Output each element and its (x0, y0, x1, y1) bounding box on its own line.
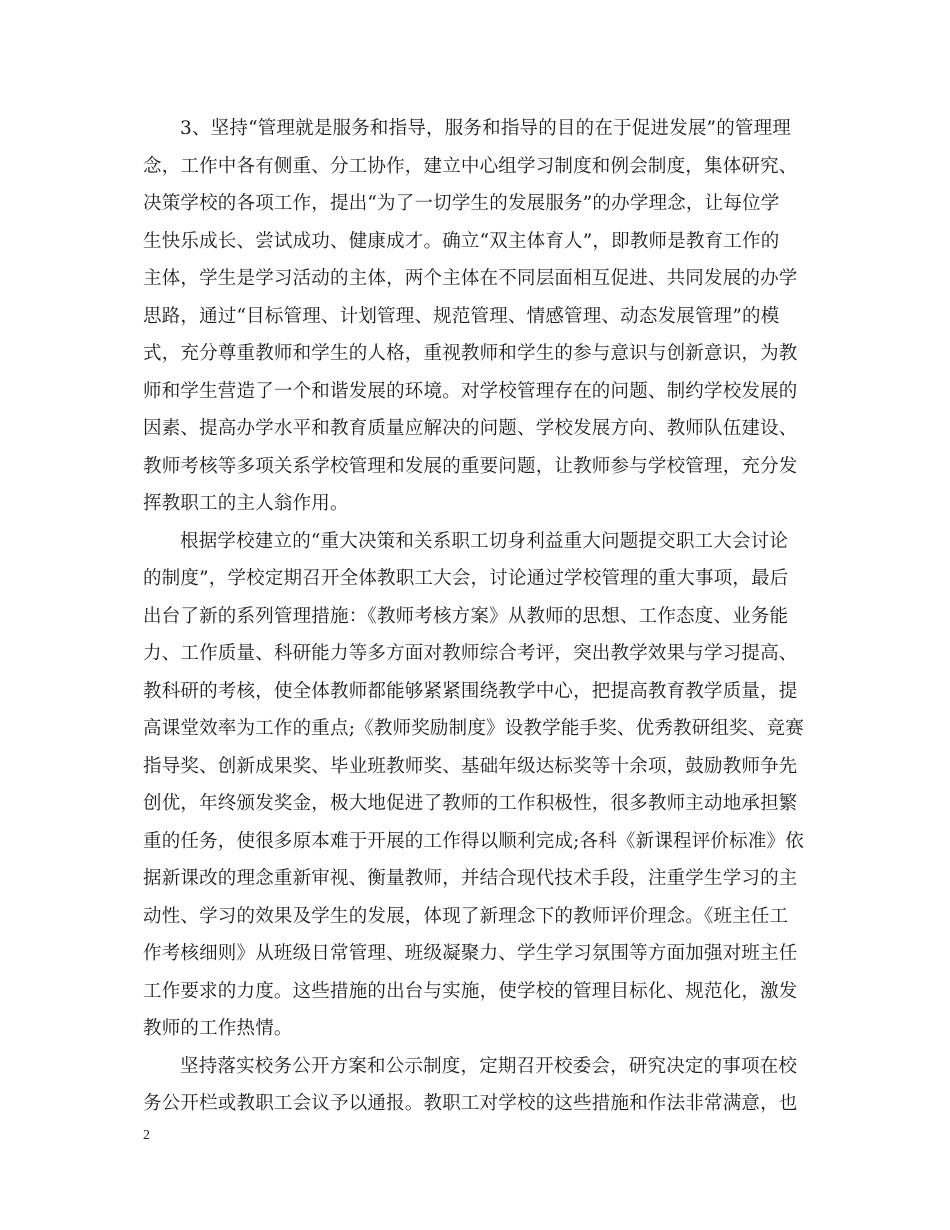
page-number: 2 (143, 1128, 150, 1143)
text-line: 因素、提高办学水平和教育质量应解决的问题、学校发展方向、教师队伍建设、 (143, 418, 798, 439)
text-line: 作考核细则》从班级日常管理、班级凝聚力、学生学习氛围等方面加强对班主任 (143, 943, 798, 964)
text-line: 决策学校的各项工作，提出“为了一切学生的发展服务”的办学理念，让每位学 (143, 193, 780, 214)
paragraph-school-affairs-disclosure (143, 1048, 809, 1123)
text-line: 工作要求的力度。这些措施的出台与实施，使学校的管理目标化、规范化，激发 (143, 980, 798, 1002)
text-line: 动性、学习的效果及学生的发展，体现了新理念下的教师评价理念。《班主任工 (143, 905, 789, 927)
text-line: 挥教职工的主人翁作用。 (143, 493, 349, 514)
text-line: 式，充分尊重教师和学生的人格，重视教师和学生的参与意识与创新意识，为教 (143, 343, 798, 364)
text-line: 教师考核等多项关系学校管理和发展的重要问题，让教师参与学校管理，充分发 (143, 455, 798, 477)
text-line: 重的任务，使很多原本难于开展的工作得以顺利完成;各科《新课程评价标准》依 (143, 830, 804, 852)
text-line: 坚持落实校务公开方案和公示制度，定期召开校委会，研究决定的事项在校 (180, 1055, 798, 1077)
text-line: 念，工作中各有侧重、分工协作，建立中心组学习制度和例会制度，集体研究、 (143, 155, 798, 177)
text-line: 思路，通过“目标管理、计划管理、规范管理、情感管理、动态发展管理”的模 (143, 305, 780, 327)
text-line: 务公开栏或教职工会议予以通报。教职工对学校的这些措施和作法非常满意，也 (143, 1093, 798, 1114)
text-line: 据新课改的理念重新审视、衡量教师，并结合现代技术手段，注重学生学习的主 (143, 868, 798, 889)
paragraph-management-philosophy (143, 110, 809, 523)
document-body (143, 110, 809, 1123)
text-line: 主体，学生是学习活动的主体，两个主体在不同层面相互促进、共同发展的办学 (143, 268, 798, 289)
text-line: 指导奖、创新成果奖、毕业班教师奖、基础年级达标奖等十余项，鼓励教师争先 (143, 755, 798, 777)
text-line: 教科研的考核，使全体教师都能够紧紧围绕教学中心，把提高教育教学质量，提 (143, 680, 798, 702)
text-line: 高课堂效率为工作的重点;《教师奖励制度》设教学能手奖、优秀教研组奖、竞赛 (143, 718, 804, 739)
text-line: 3、坚持“管理就是服务和指导，服务和指导的目的在于促进发展”的管理理 (180, 118, 791, 139)
text-line: 创优，年终颁发奖金，极大地促进了教师的工作积极性，很多教师主动地承担繁 (143, 793, 798, 814)
text-line: 师和学生营造了一个和谐发展的环境。对学校管理存在的问题、制约学校发展的 (143, 380, 798, 402)
text-line: 生快乐成长、尝试成功、健康成才。确立“双主体育人”，即教师是教育工作的 (143, 230, 780, 252)
text-line: 力、工作质量、科研能力等多方面对教师综合考评，突出教学效果与学习提高、 (143, 643, 798, 664)
paragraph-staff-assembly (143, 523, 809, 1048)
text-line: 根据学校建立的“重大决策和关系职工切身利益重大问题提交职工大会讨论 (180, 530, 789, 552)
text-line: 的制度”，学校定期召开全体教职工大会，讨论通过学校管理的重大事项，最后 (143, 568, 789, 589)
text-line: 教师的工作热情。 (143, 1018, 293, 1039)
text-line: 出台了新的系列管理措施：《教师考核方案》从教师的思想、工作态度、业务能 (143, 605, 789, 627)
